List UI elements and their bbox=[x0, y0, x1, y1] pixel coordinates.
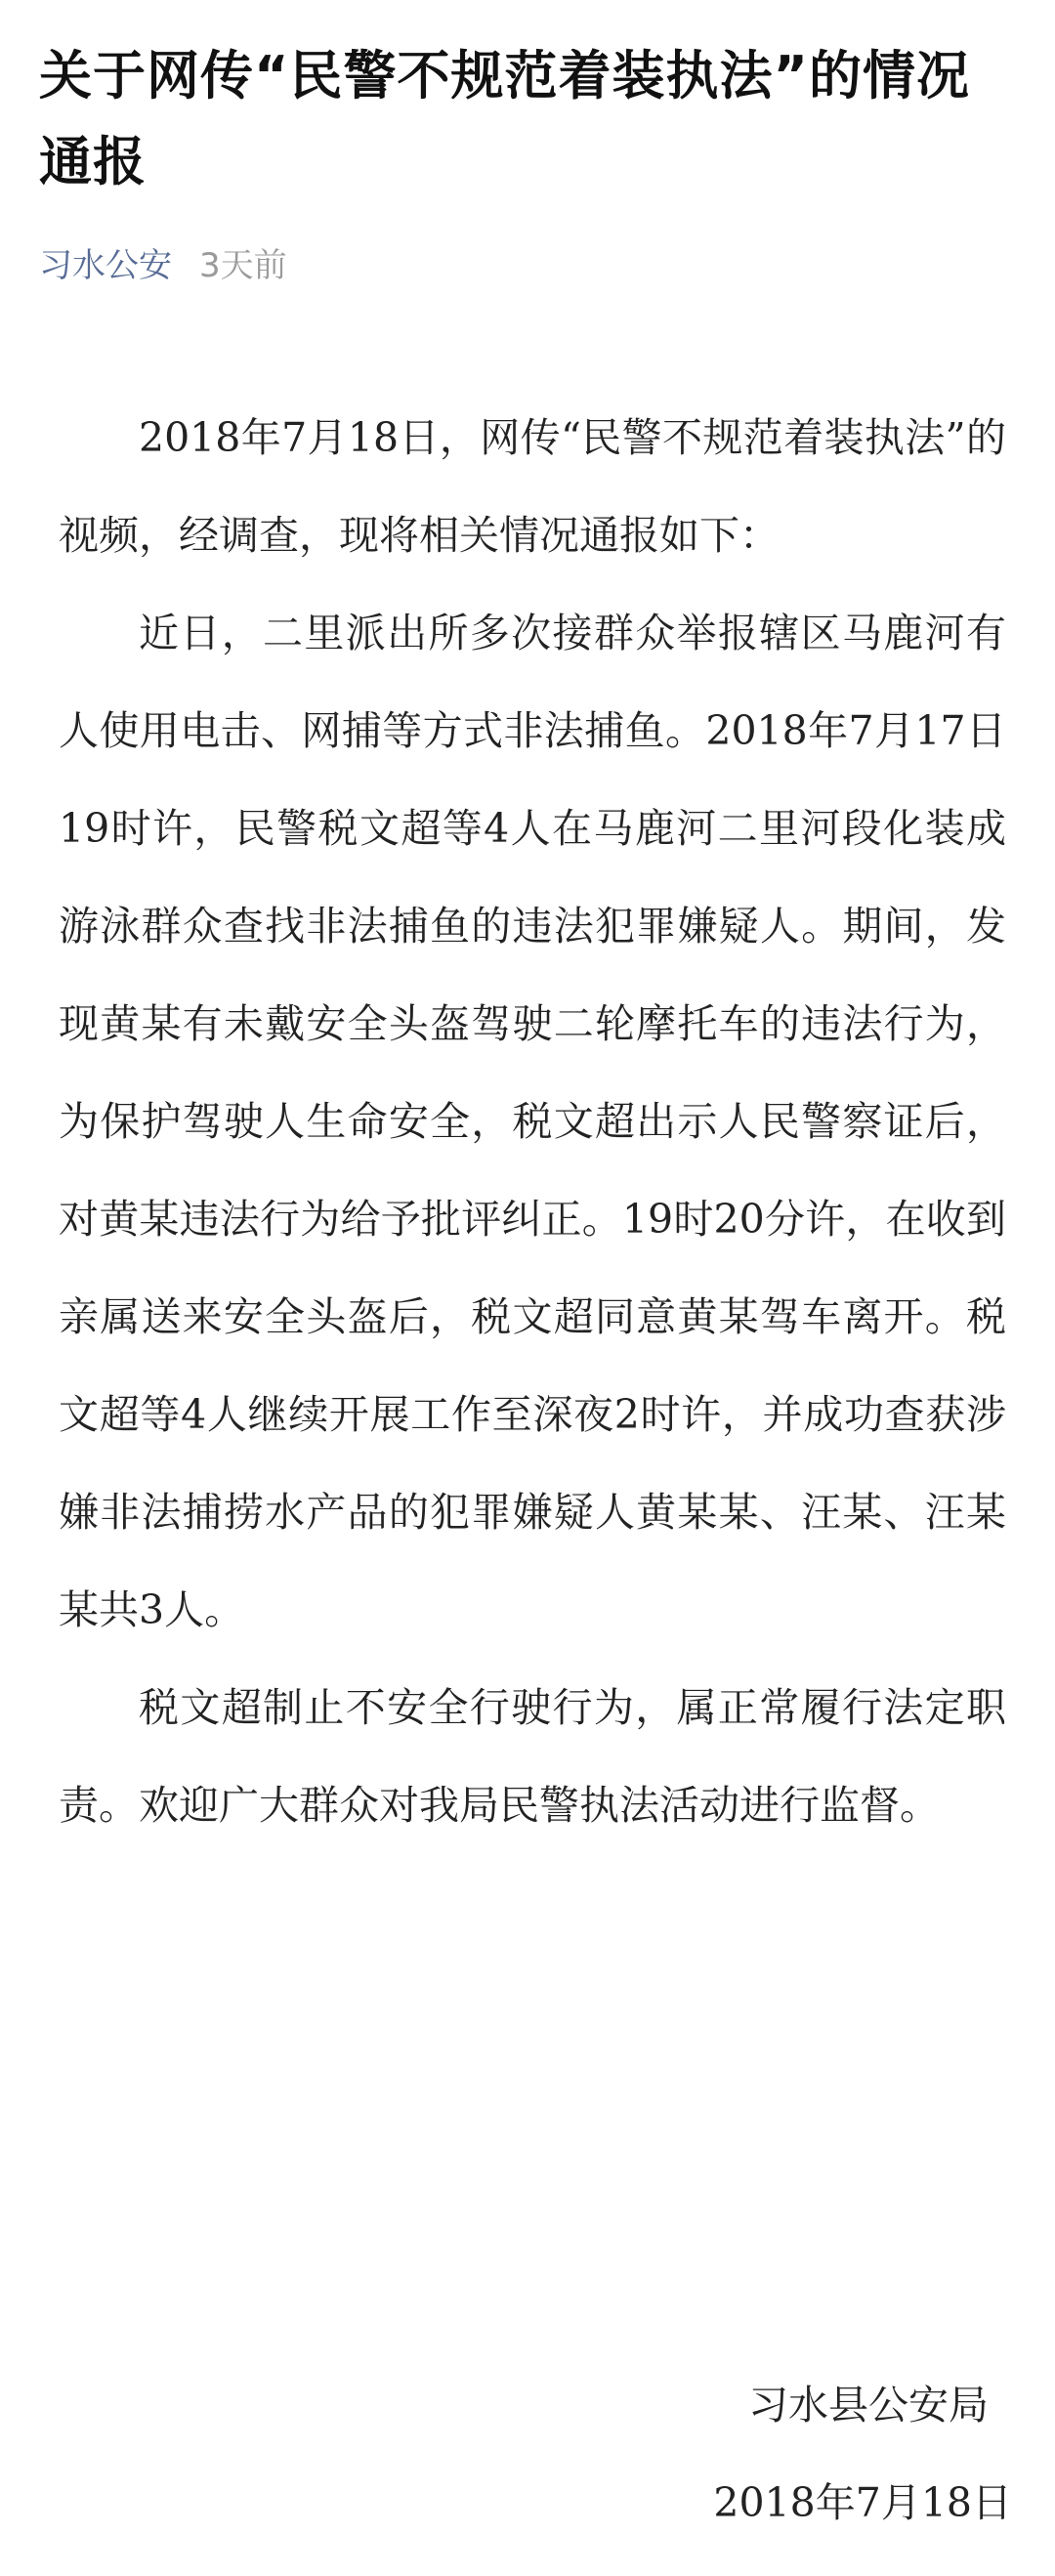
article-title: 关于网传“民警不规范着装执法”的情况通报 bbox=[39, 45, 970, 192]
article-meta bbox=[39, 232, 287, 291]
paragraph-conclusion: 税文超制止不安全行驶行为，属正常履行法定职责。欢迎广大群众对我局民警执法活动进行监督。 bbox=[59, 1684, 1006, 1829]
account-name-link[interactable]: 习水公安 bbox=[39, 245, 172, 285]
paragraph-details: 近日，二里派出所多次接群众举报辖区马鹿河有人使用电击、网捕等方式非法捕鱼。2018年7月17日19时许，民警税文超等4人在马鹿河二里河段化装成游泳群众查找非法捕鱼的违法犯罪嫌疑人。期间，发现黄某有未戴安全头盔驾驶二轮摩托车的违法行为，为保护驾驶人生命安全，税文超出示人民警察证后，对黄某违法行为给予批评纠正。19时20分许，在收到亲属送来安全头盔后，税文超同意黄某驾车离开。税文超等4人继续开展工作至深夜2时许，并成功查获涉嫌非法捕捞水产品的犯罪嫌疑人黄某某、汪某、汪某某共3人。 bbox=[59, 610, 1006, 1633]
article-body bbox=[59, 389, 1006, 1854]
signature-org: 习水县公安局 bbox=[748, 2382, 989, 2428]
publish-time: 3天前 bbox=[199, 245, 287, 285]
paragraph-intro: 2018年7月18日，网传“民警不规范着装执法”的视频，经调查，现将相关情况通报如下： bbox=[59, 414, 1006, 559]
signature-date: 2018年7月18日 bbox=[713, 2479, 1012, 2526]
